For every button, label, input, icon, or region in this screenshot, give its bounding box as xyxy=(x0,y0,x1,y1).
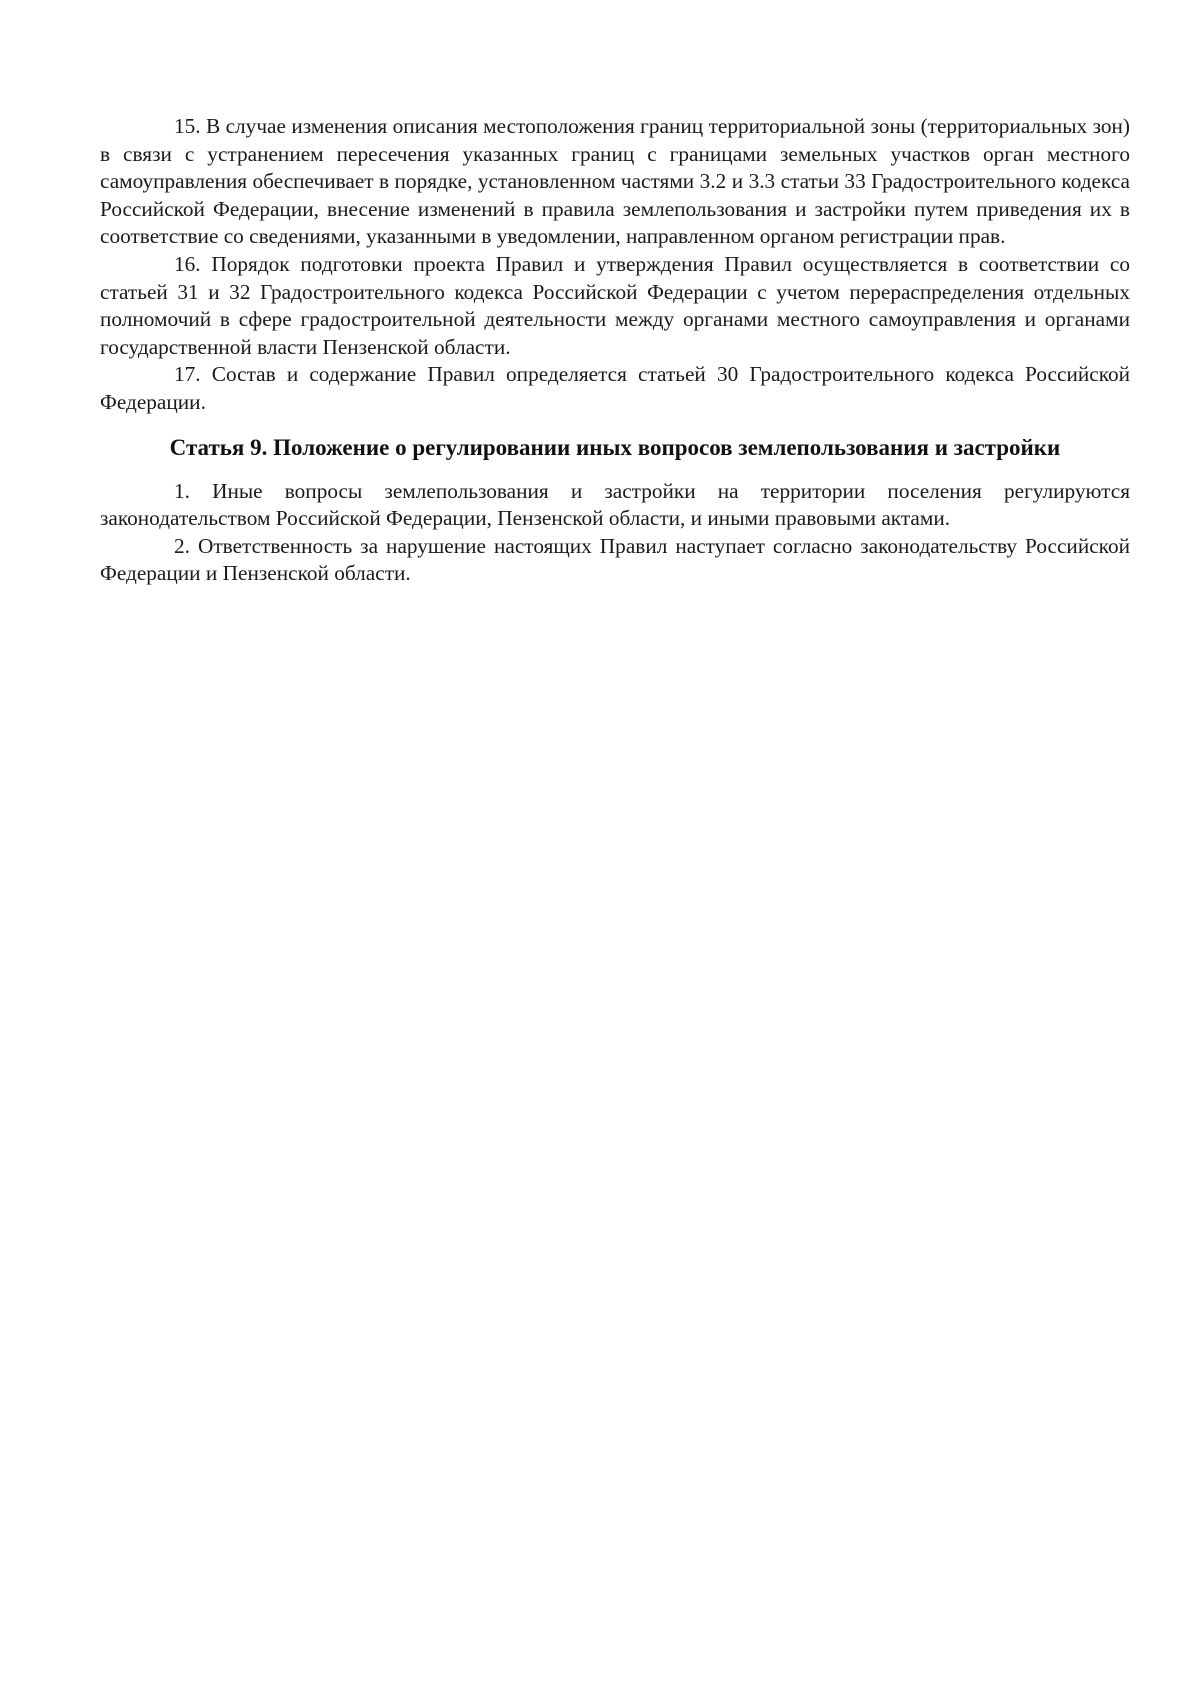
paragraph-17: 17. Состав и содержание Правил определяется статьей 30 Градостроительного кодекса Российской Федерации. xyxy=(100,362,1130,414)
paragraph-16: 16. Порядок подготовки проекта Правил и утверждения Правил осуществляется в соответствии со статьей 31 и 32 Градостроительного кодекса Российской Федерации с учетом перераспределения отдельных полномочий в сфере градостроительной деятельности между органами местного самоуправления и органами государственной власти Пензенской области. xyxy=(100,251,1130,359)
article-9-paragraph-2: 2. Ответственность за нарушение настоящих Правил наступает согласно законодательству Российской Федерации и Пензенской области. xyxy=(100,533,1130,586)
article-9-paragraph-1: 1. Иные вопросы землепользования и застройки на территории поселения регулируются законодательством Российской Федерации, Пензенской области, и иными правовыми актами. xyxy=(100,478,1130,531)
document-page xyxy=(100,113,1130,588)
article-9-heading: Статья 9. Положение о регулировании иных вопросов землепользования и застройки xyxy=(169,434,1061,460)
paragraph-15: 15. В случае изменения описания местоположения границ территориальной зоны (территориальных зон) в связи с устранением пересечения указанных границ с границами земельных участков орган местного самоуправления обеспечивает в порядке, установленном частями 3.2 и 3.3 статьи 33 Градостроительного кодекса Российской Федерации, внесение изменений в правила землепользования и застройки путем приведения их в соответствие со сведениями, указанными в уведомлении, направленном органом регистрации прав. xyxy=(100,114,1130,249)
